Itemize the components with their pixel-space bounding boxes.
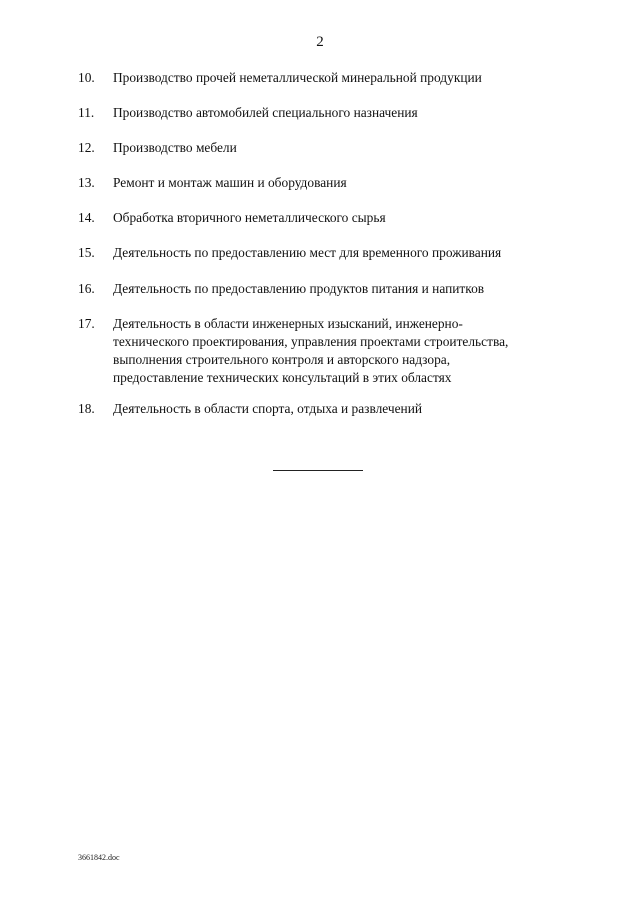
- list-item-text: Деятельность по предоставлению продуктов питания и напитков: [113, 281, 485, 296]
- list-item-number: 17.: [78, 316, 95, 331]
- list-item-text: Обработка вторичного неметаллического сырья: [113, 210, 386, 225]
- list-item-text: Деятельность по предоставлению мест для временного проживания: [113, 245, 502, 260]
- section-divider: [273, 470, 363, 471]
- list-item-text: Производство автомобилей специального назначения: [113, 105, 418, 120]
- list-item-number: 15.: [78, 245, 95, 260]
- list-item-number: 11.: [78, 105, 95, 120]
- list-item-number: 13.: [78, 175, 95, 190]
- list-item-text: Ремонт и монтаж машин и оборудования: [113, 175, 347, 190]
- list-item-text: Деятельность в области спорта, отдыха и развлечений: [113, 401, 423, 416]
- list-item-text: Производство прочей неметаллической минеральной продукции: [113, 70, 482, 85]
- list-item-number: 16.: [78, 281, 95, 296]
- list-item-number: 10.: [78, 70, 95, 85]
- list-item-number: 18.: [78, 401, 95, 416]
- footer-filename: 3661842.doc: [78, 853, 120, 862]
- page-number: 2: [316, 34, 324, 50]
- list-item-number: 14.: [78, 210, 95, 225]
- list-item-text: Деятельность в области инженерных изысканий, инженерно- технического проектирования, управления проектами строительства, выполнения строительного контроля и авторского надзора, предоставление технических консультаций в этих областях: [113, 316, 509, 385]
- list-item-text: Производство мебели: [113, 140, 237, 155]
- list-item-number: 12.: [78, 140, 95, 155]
